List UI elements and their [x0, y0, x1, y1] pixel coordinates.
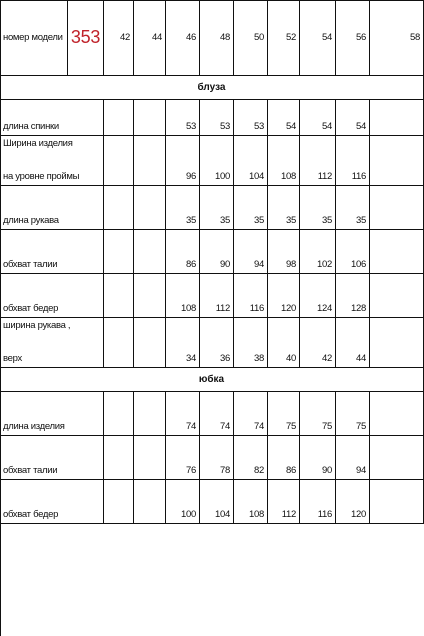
row-value: [104, 318, 134, 368]
row-value: [104, 136, 134, 186]
row-value: 120: [268, 274, 300, 318]
row-label-line: длина рукава: [3, 215, 59, 226]
row-value: [104, 480, 134, 524]
row-value: [104, 230, 134, 274]
row-value: [370, 230, 424, 274]
row-value: [104, 100, 134, 136]
row-value: 108: [234, 480, 268, 524]
row-value: [134, 136, 166, 186]
row-value: 94: [336, 436, 370, 480]
row-value: 112: [268, 480, 300, 524]
row-value: [104, 274, 134, 318]
row-value: 108: [268, 136, 300, 186]
row-label-line: обхват бедер: [3, 509, 59, 520]
row-value: 94: [234, 230, 268, 274]
row-value: 53: [234, 100, 268, 136]
row-value: 90: [300, 436, 336, 480]
header-size-52: 52: [268, 0, 300, 76]
row-value: [370, 318, 424, 368]
row-value: [134, 100, 166, 136]
row-label: [0, 318, 104, 368]
header-model-number: 353: [68, 0, 104, 76]
row-value: [370, 186, 424, 230]
header-size-56: 56: [336, 0, 370, 76]
row-value: 35: [300, 186, 336, 230]
row-value: 38: [234, 318, 268, 368]
row-value: 75: [268, 392, 300, 436]
row-value: [370, 274, 424, 318]
row-value: 86: [268, 436, 300, 480]
row-value: 76: [166, 436, 200, 480]
row-value: [104, 186, 134, 230]
row-label-line: верх: [3, 353, 22, 364]
row-value: [134, 274, 166, 318]
header-size-42: 42: [104, 0, 134, 76]
row-label-line: обхват бедер: [3, 303, 59, 314]
row-label-line: ширина рукава ,: [3, 320, 71, 331]
row-label-line: обхват талии: [3, 259, 58, 270]
row-value: 74: [200, 392, 234, 436]
row-label: [0, 436, 104, 480]
row-value: [134, 186, 166, 230]
row-value: 116: [336, 136, 370, 186]
row-value: 116: [234, 274, 268, 318]
row-value: 75: [300, 392, 336, 436]
row-value: 98: [268, 230, 300, 274]
row-value: 35: [200, 186, 234, 230]
row-label: [0, 392, 104, 436]
row-value: 106: [336, 230, 370, 274]
header-size-46: 46: [166, 0, 200, 76]
row-value: 102: [300, 230, 336, 274]
row-value: 54: [268, 100, 300, 136]
row-value: [134, 230, 166, 274]
row-value: 112: [300, 136, 336, 186]
row-value: 35: [336, 186, 370, 230]
row-value: 54: [336, 100, 370, 136]
row-label-line: длина изделия: [3, 421, 65, 432]
row-value: [134, 436, 166, 480]
row-value: [134, 480, 166, 524]
row-value: [370, 100, 424, 136]
header-size-54: 54: [300, 0, 336, 76]
row-value: 90: [200, 230, 234, 274]
row-value: 86: [166, 230, 200, 274]
row-value: 116: [300, 480, 336, 524]
row-value: 120: [336, 480, 370, 524]
row-value: 35: [268, 186, 300, 230]
row-label-line: на уровне проймы: [3, 171, 80, 182]
header-model-label: номер модели: [0, 0, 68, 76]
row-label: [0, 136, 104, 186]
row-value: [104, 392, 134, 436]
row-value: 124: [300, 274, 336, 318]
header-size-44: 44: [134, 0, 166, 76]
row-value: 74: [234, 392, 268, 436]
row-value: 100: [166, 480, 200, 524]
row-value: 96: [166, 136, 200, 186]
row-value: [370, 136, 424, 186]
row-value: 108: [166, 274, 200, 318]
row-label: [0, 480, 104, 524]
row-value: 112: [200, 274, 234, 318]
row-value: 74: [166, 392, 200, 436]
row-value: 82: [234, 436, 268, 480]
row-value: 53: [166, 100, 200, 136]
row-value: 44: [336, 318, 370, 368]
row-value: [370, 480, 424, 524]
section-title-skirt: юбка: [0, 368, 424, 392]
header-size-58: 58: [370, 0, 424, 76]
row-value: 78: [200, 436, 234, 480]
row-label-line: длина спинки: [3, 121, 59, 132]
row-value: 42: [300, 318, 336, 368]
row-value: 75: [336, 392, 370, 436]
header-size-50: 50: [234, 0, 268, 76]
row-value: 34: [166, 318, 200, 368]
row-value: 100: [200, 136, 234, 186]
row-label: [0, 274, 104, 318]
row-value: 36: [200, 318, 234, 368]
row-label: [0, 230, 104, 274]
row-label-line: Ширина изделия: [3, 138, 73, 149]
row-value: 35: [166, 186, 200, 230]
row-label: [0, 186, 104, 230]
header-size-48: 48: [200, 0, 234, 76]
row-value: 35: [234, 186, 268, 230]
row-value: 54: [300, 100, 336, 136]
row-label-line: обхват талии: [3, 465, 58, 476]
row-value: [134, 318, 166, 368]
section-title-blouse: блуза: [0, 76, 424, 100]
row-value: 53: [200, 100, 234, 136]
row-value: [370, 436, 424, 480]
row-value: [370, 392, 424, 436]
row-value: 104: [200, 480, 234, 524]
row-value: 128: [336, 274, 370, 318]
row-value: [104, 436, 134, 480]
row-value: 104: [234, 136, 268, 186]
row-label: [0, 100, 104, 136]
row-value: [134, 392, 166, 436]
row-value: 40: [268, 318, 300, 368]
